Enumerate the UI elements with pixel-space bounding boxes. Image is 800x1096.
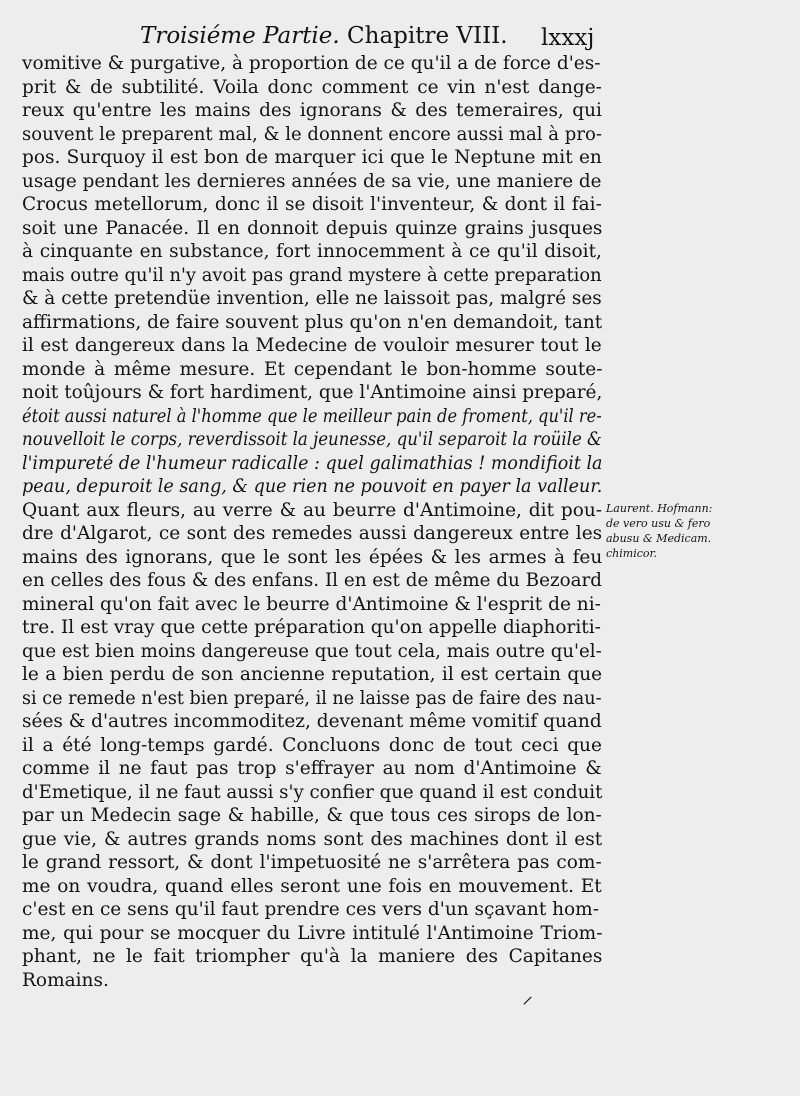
- text-line: le a bien perdu de son ancienne reputation, il est certain que: [22, 664, 603, 685]
- text-line: étoit aussi naturel à l'homme que le meilleur pain de froment, qu'il re-: [22, 405, 602, 427]
- text-line: d'Emetique, il ne faut aussi s'y confier que quand il est conduit: [22, 781, 603, 803]
- text-line: peau, depuroit le sang, & que rien ne pouvoit en payer la valleur.: [22, 476, 603, 497]
- text-line: dre d'Algarot, ce sont des remedes aussi dangereux entre les: [22, 523, 603, 544]
- running-head-part: Troisiéme Partie.: [140, 23, 340, 49]
- text-line: usage pendant les dernieres années de sa vie, une maniere de: [22, 170, 602, 192]
- text-line: monde à même mesure. Et cependant le bon-homme soute-: [22, 358, 603, 380]
- text-line: il est dangereux dans la Medecine de vouloir mesurer tout le: [22, 335, 602, 356]
- page-number: lxxxj: [541, 25, 595, 51]
- text-line: que est bien moins dangereuse que tout cela, mais outre qu'el-: [22, 640, 602, 662]
- text-line: pos. Surquoy il est bon de marquer ici que le Neptune mit en: [22, 147, 602, 168]
- catchword-ornament: ⸝: [522, 984, 534, 1009]
- text-line: souvent le preparent mal, & le donnent encore aussi mal à pro-: [22, 123, 602, 145]
- text-line: l'impureté de l'humeur radicalle : quel galimathias ! mondifioit la: [22, 452, 603, 474]
- running-head-chapter: Chapitre VIII.: [347, 23, 508, 49]
- text-line: vomitive & purgative, à proportion de ce qu'il a de force d'es-: [22, 53, 601, 74]
- text-line: si ce remede n'est bien preparé, il ne laisse pas de faire des nau-: [22, 687, 602, 709]
- text-line: soit une Panacée. Il en donnoit depuis quinze grains jusques: [22, 217, 603, 239]
- text-line: me on voudra, quand elles seront une fois en mouvement. Et: [22, 875, 602, 897]
- text-line: reux qu'entre les mains des ignorans & des temeraires, qui: [22, 100, 602, 121]
- text-line: comme il ne faut pas trop s'effrayer au nom d'Antimoine &: [22, 758, 602, 779]
- text-line: me, qui pour se mocquer du Livre intitulé l'Antimoine Triom-: [22, 922, 603, 944]
- text-line: il a été long-temps gardé. Concluons donc de tout ceci que: [22, 734, 602, 756]
- text-line: phant, ne le fait triompher qu'à la maniere des Capitanes: [22, 946, 603, 967]
- text-line: mais outre qu'il n'y avoit pas grand mystere à cette preparation: [22, 264, 602, 286]
- text-line: affirmations, de faire souvent plus qu'on n'en demandoit, tant: [22, 311, 603, 333]
- margin-note: [606, 501, 792, 561]
- text-line: tre. Il est vray que cette préparation qu'on appelle diaphoriti-: [22, 617, 601, 638]
- margin-note-line: Laurent. Hofmann:: [606, 502, 713, 515]
- text-line: Romains.: [22, 969, 109, 991]
- text-line: & à cette pretendüe invention, elle ne laissoit pas, malgré ses: [22, 288, 602, 309]
- body-text: [22, 52, 602, 992]
- margin-note-line: de vero usu & fero: [606, 517, 711, 530]
- text-line: par un Medecin sage & habille, & que tous ces sirops de lon-: [22, 805, 602, 826]
- margin-note-line: abusu & Medicam.: [606, 532, 712, 545]
- text-line: c'est en ce sens qu'il faut prendre ces vers d'un sçavant hom-: [22, 899, 599, 920]
- text-line: noit toûjours & fort hardiment, que l'Antimoine ainsi preparé,: [22, 382, 603, 403]
- text-line: le grand ressort, & dont l'impetuosité ne s'arrêtera pas com-: [22, 852, 602, 873]
- text-line: sées & d'autres incommoditez, devenant même vomitif quand: [22, 711, 602, 732]
- text-line: prit & de subtilité. Voila donc comment ce vin n'est dange-: [22, 76, 602, 98]
- text-line: mains des ignorans, que le sont les épées & les armes à feu: [22, 546, 603, 568]
- text-line: Crocus metellorum, donc il se disoit l'inventeur, & dont il fai-: [22, 194, 602, 215]
- margin-note-line: chimicor.: [606, 547, 658, 560]
- text-line: nouvelloit le corps, reverdissoit la jeunesse, qu'il separoit la roüile &: [22, 429, 602, 450]
- text-line: à cinquante en substance, fort innocemment à ce qu'il disoit,: [22, 241, 602, 262]
- text-line: en celles des fous & des enfans. Il en est de même du Bezoard: [22, 570, 603, 591]
- text-line: gue vie, & autres grands noms sont des machines dont il est: [22, 828, 603, 850]
- text-line: Quant aux fleurs, au verre & au beurre d'Antimoine, dit pou-: [22, 499, 603, 521]
- text-line: mineral qu'on fait avec le beurre d'Antimoine & l'esprit de ni-: [22, 593, 601, 615]
- running-head: [140, 20, 600, 52]
